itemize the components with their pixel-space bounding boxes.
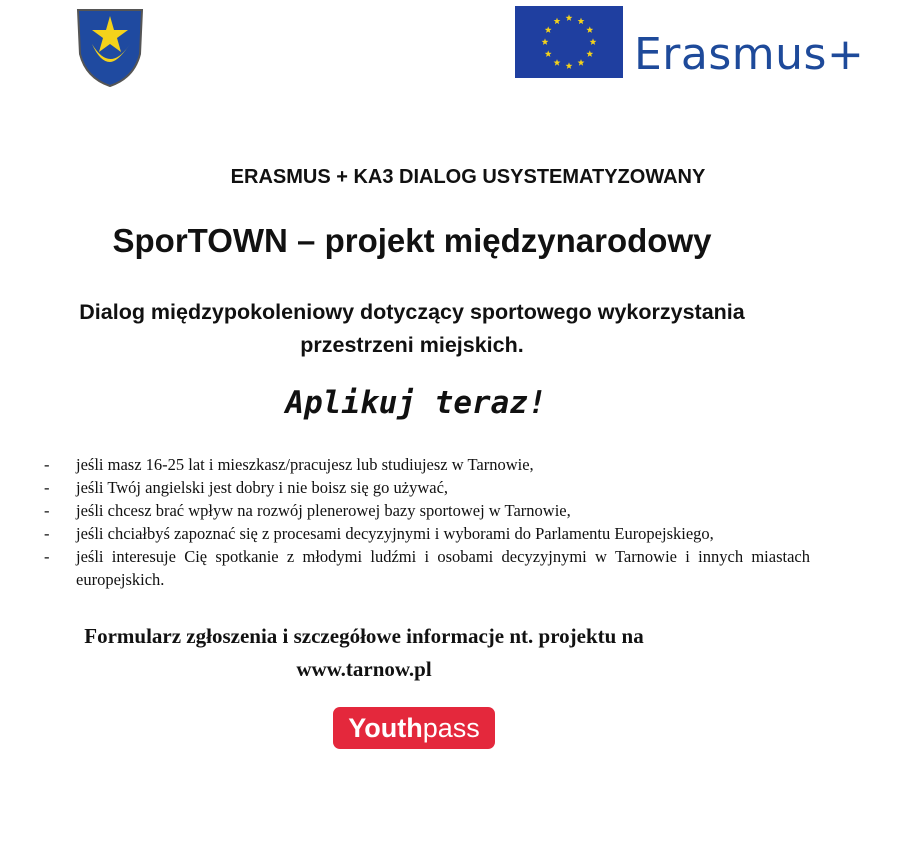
bullet-dash: - <box>44 455 50 474</box>
program-title: ERASMUS + KA3 DIALOG USYSTEMATYZOWANY <box>230 166 706 188</box>
form-info-line-1: Formularz zgłoszenia i szczegółowe informacje nt. projektu na <box>84 624 644 648</box>
criteria-text: jeśli chcesz brać wpływ na rozwój plenerowej bazy sportowej w Tarnowie, <box>76 501 571 520</box>
list-item <box>44 499 810 522</box>
form-info <box>0 620 814 686</box>
tarnow-crest-logo <box>74 4 146 88</box>
youthpass-logo <box>333 707 495 749</box>
bullet-dash: - <box>44 478 50 497</box>
list-item <box>44 453 810 476</box>
bullet-dash: - <box>44 524 50 543</box>
bullet-dash: - <box>44 501 50 520</box>
eu-flag-logo <box>515 6 623 78</box>
criteria-text: jeśli chciałbyś zapoznać się z procesami decyzyjnymi i wyborami do Parlamentu Europejskiego, <box>76 524 714 543</box>
list-item <box>44 476 810 499</box>
youthpass-bold-text: Youth <box>348 713 423 743</box>
project-title: SporTOWN – projekt międzynarodowy <box>112 222 712 259</box>
criteria-text: jeśli masz 16-25 lat i mieszkasz/pracujesz lub studiujesz w Tarnowie, <box>76 455 534 474</box>
bullet-dash: - <box>44 547 50 566</box>
youthpass-regular-text: pass <box>422 713 480 743</box>
list-item <box>44 522 810 545</box>
apply-now-heading: Aplikuj teraz! <box>285 385 547 421</box>
subtitle <box>0 296 862 362</box>
subtitle-line-2: przestrzeni miejskich. <box>300 333 524 357</box>
website-link[interactable]: www.tarnow.pl <box>296 657 432 681</box>
criteria-text: jeśli Twój angielski jest dobry i nie boisz się go używać, <box>76 478 449 497</box>
list-item <box>44 545 810 591</box>
criteria-text: jeśli interesuje Cię spotkanie z młodymi ludźmi i osobami decyzyjnymi w Tarnowie i innych miastach europejskich. <box>76 547 810 589</box>
subtitle-line-1: Dialog międzypokoleniowy dotyczący sportowego wykorzystania <box>79 300 745 324</box>
criteria-list <box>44 453 810 591</box>
erasmus-plus-logo-text: Erasmus+ <box>634 29 865 80</box>
